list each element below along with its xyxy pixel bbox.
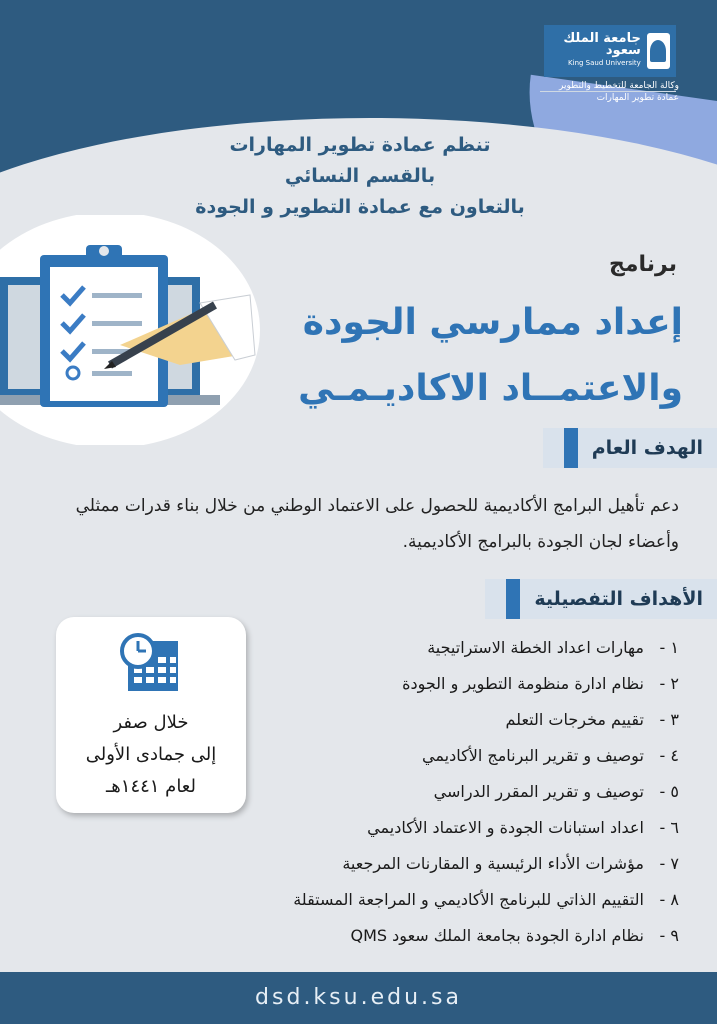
date-card-text [56, 707, 246, 803]
list-item [119, 882, 679, 918]
program-title [263, 290, 683, 422]
item-number: ٧ - [659, 854, 679, 873]
item-text: مهارات اعداد الخطة الاستراتيجية [427, 638, 644, 657]
item-text: توصيف و تقرير المقرر الدراسي [433, 782, 644, 801]
program-label: برنامج [609, 252, 677, 277]
heading-accent-bar [506, 579, 520, 619]
item-number: ٣ - [659, 710, 679, 729]
general-goal-text: دعم تأهيل البرامج الأكاديمية للحصول على الاعتماد الوطني من خلال بناء قدرات ممثلي وأعضاء لجان الجودة بالبرامج الأكاديمية. [75, 496, 679, 552]
program-title-line-2: والاعتمــاد الاكاديـمـي [298, 368, 683, 409]
deanship-label: عمادة تطوير المهارات [596, 93, 679, 103]
intro-line-1: تنظم عمادة تطوير المهارات [229, 134, 491, 156]
date-line-2: إلى جمادى الأولى [85, 744, 217, 765]
website-link[interactable]: dsd.ksu.edu.sa [255, 985, 462, 1010]
item-text: نظام ادارة منظومة التطوير و الجودة [402, 674, 644, 693]
ksu-seal-icon [647, 33, 670, 69]
item-number: ٥ - [659, 782, 679, 801]
footer [0, 972, 717, 1024]
logo-english-text: King Saud University [568, 59, 641, 67]
vice-rectorate-label: وكالة الجامعة للتخطيط والتطوير [558, 81, 679, 91]
detailed-goals-heading [485, 579, 717, 619]
list-item [119, 918, 679, 954]
calendar-clock-icon [120, 633, 182, 695]
item-text: توصيف و تقرير البرنامج الأكاديمي [422, 746, 644, 765]
date-line-1: خلال صفر [113, 712, 189, 733]
intro-line-3: بالتعاون مع عمادة التطوير و الجودة [195, 196, 525, 218]
heading-accent-bar [564, 428, 578, 468]
item-text: اعداد استبانات الجودة و الاعتماد الأكاديمي [367, 818, 644, 837]
program-title-line-1: إعداد ممارسي الجودة [302, 302, 683, 343]
item-number: ١ - [659, 638, 679, 657]
ksu-logo [544, 25, 676, 77]
list-item [119, 846, 679, 882]
item-text: التقييم الذاتي للبرنامج الأكاديمي و المراجعة المستقلة [293, 890, 644, 909]
date-line-3: لعام ١٤٤١هـ [106, 776, 196, 797]
item-text: مؤشرات الأداء الرئيسية و المقارنات المرجعية [342, 854, 644, 873]
checklist-illustration [0, 215, 260, 445]
item-number: ٢ - [659, 674, 679, 693]
intro-line-2: بالقسم النسائي [284, 165, 436, 187]
item-number: ٦ - [659, 818, 679, 837]
item-number: ٤ - [659, 746, 679, 765]
item-number: ٨ - [659, 890, 679, 909]
detailed-goals-heading-text: الأهداف التفصيلية [534, 588, 703, 610]
date-card [56, 617, 246, 813]
general-goal-heading-text: الهدف العام [591, 437, 703, 459]
logo-arabic-text: جامعة الملك سعود [563, 31, 641, 58]
divider [540, 91, 676, 92]
item-text: تقييم مخرجات التعلم [505, 710, 644, 729]
list-item [119, 810, 679, 846]
deanship-names [559, 80, 679, 104]
item-text: نظام ادارة الجودة بجامعة الملك سعود QMS [350, 926, 644, 945]
item-number: ٩ - [659, 926, 679, 945]
intro-text [100, 130, 620, 223]
general-goal-heading [543, 428, 717, 468]
